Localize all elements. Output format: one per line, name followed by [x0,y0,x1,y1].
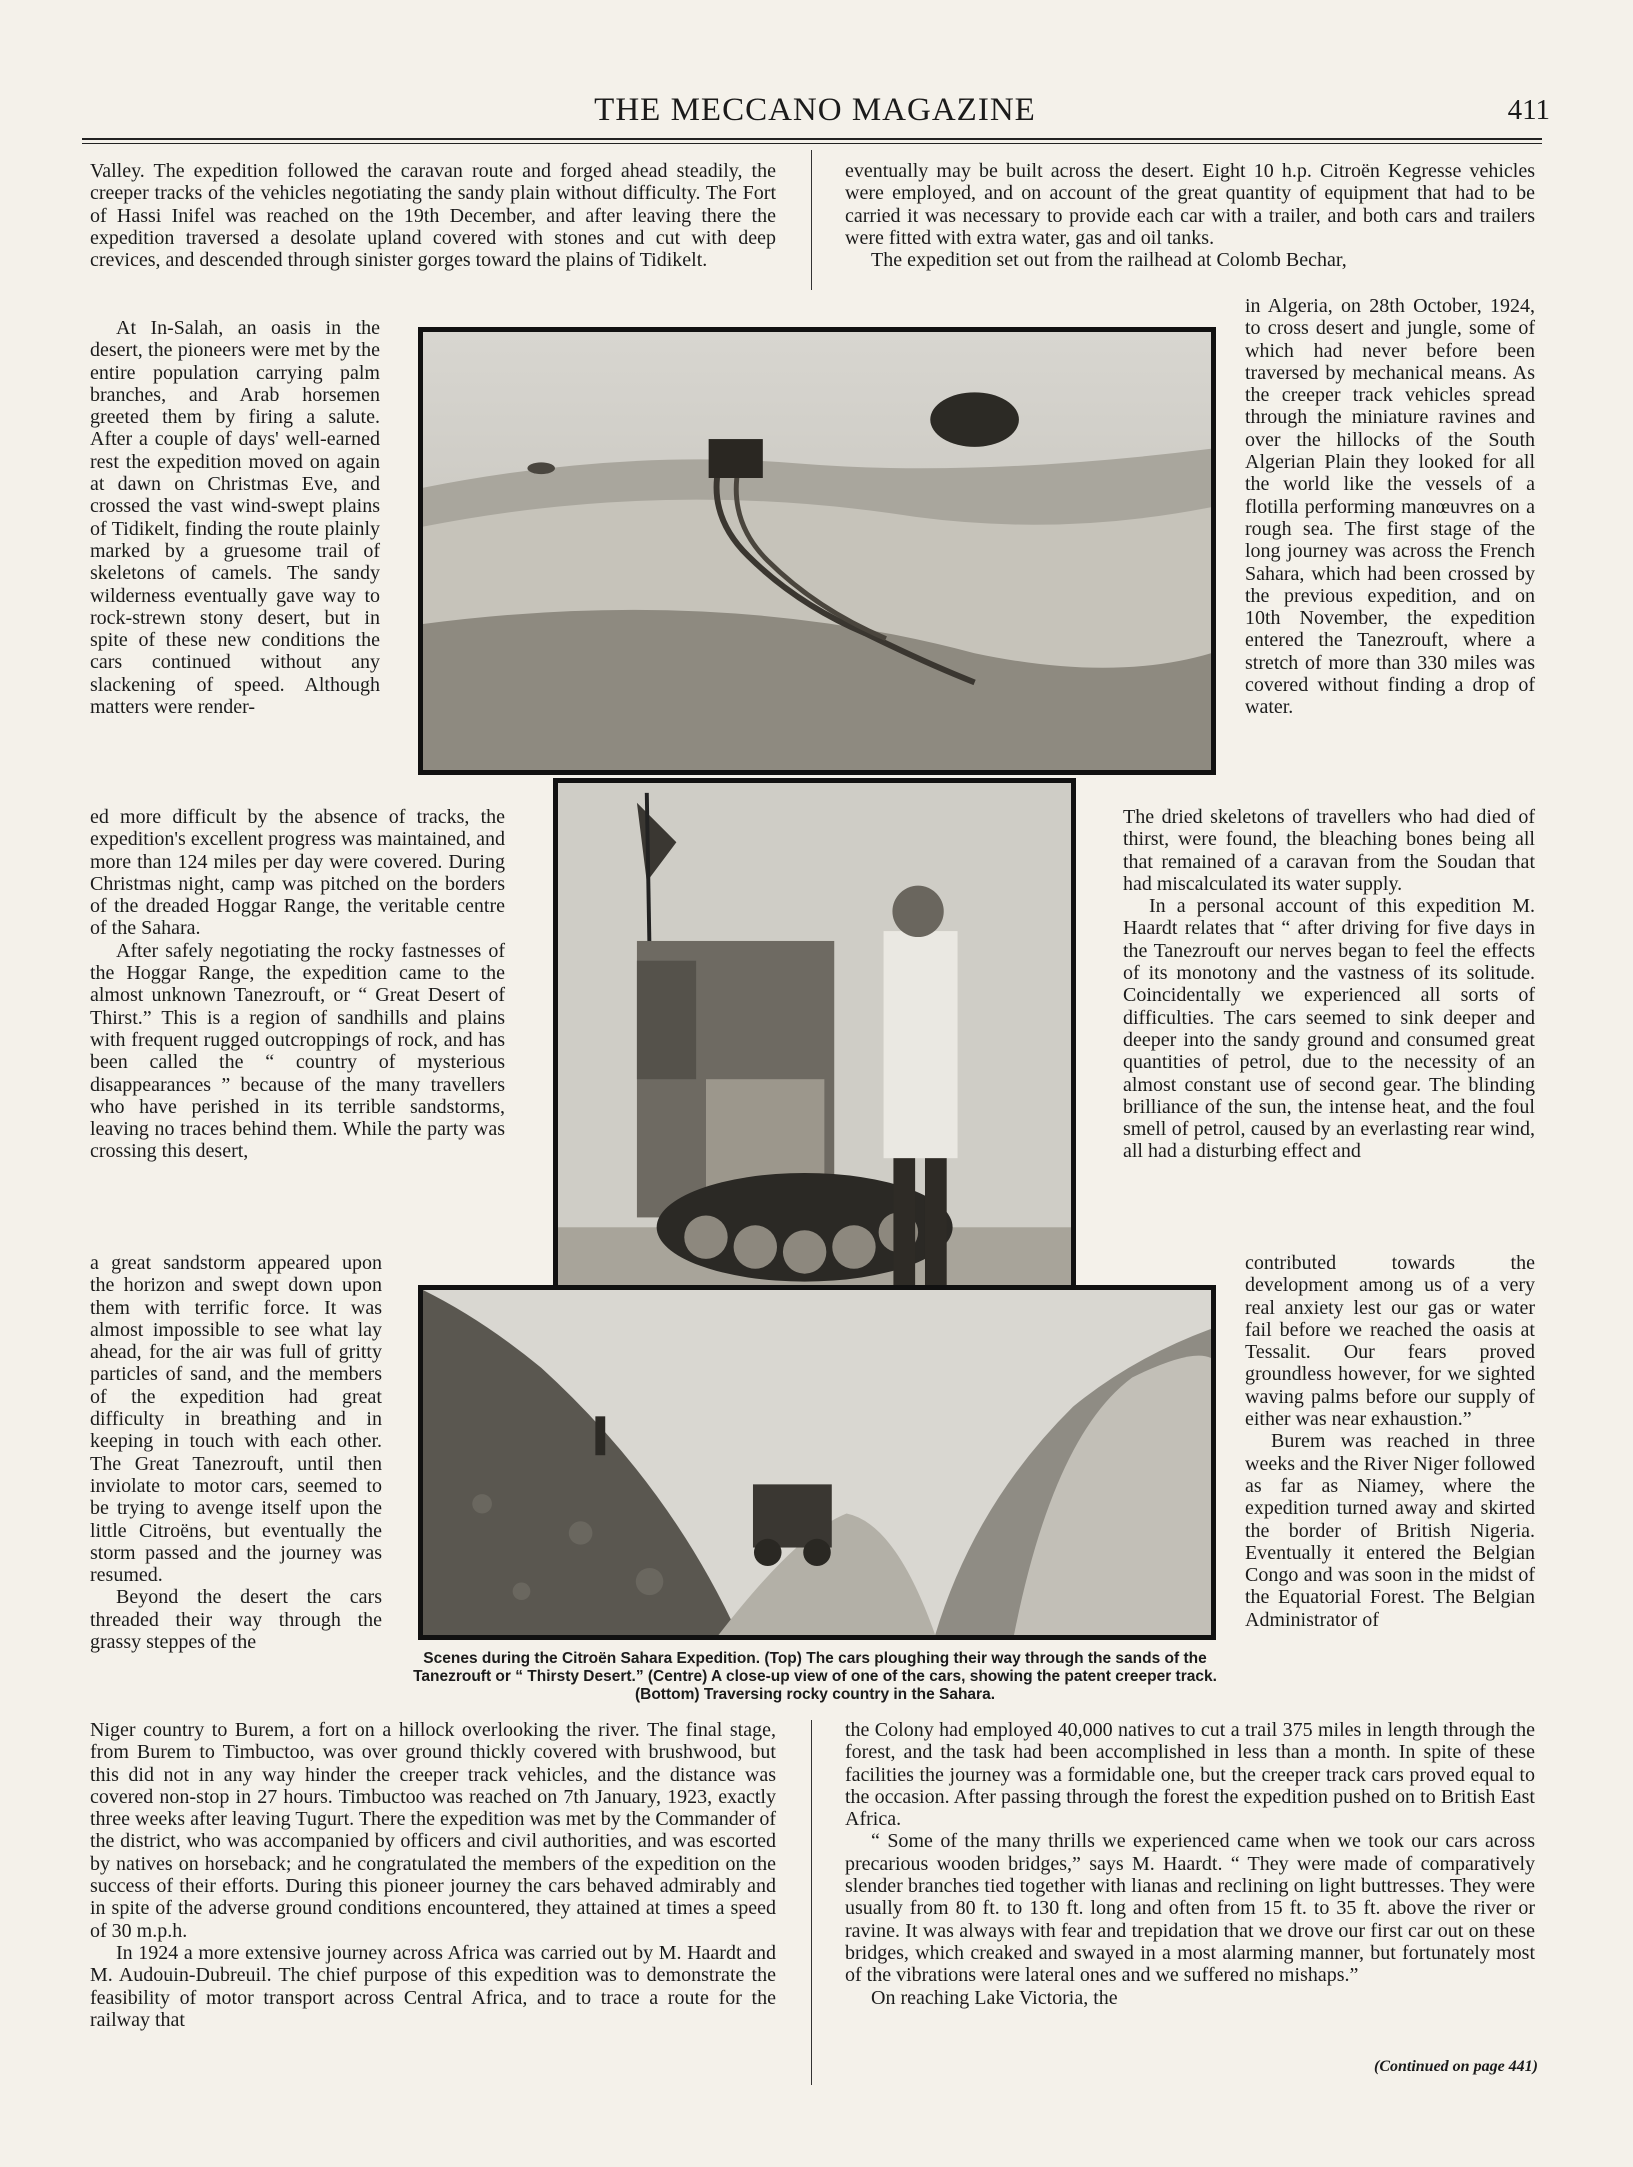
paragraph: eventually may be built across the desert. Eight 10 h.p. Citroën Kegresse vehicles were employed, and on account of the great quantity of equipment that had to be carried it was necessary to provide each car with a trailer, and both cars and trailers were fitted with extra water, gas and oil tanks. [845,160,1535,249]
header-rule-thin [82,143,1542,144]
left-col-block-2 [90,317,380,718]
paragraph: contributed towards the development among us of a very real anxiety lest our gas or water fail before we reached the oasis at Tessalit. Our fears proved groundless however, for we sighted waving palms before our supply of either was near exhaustion.” [1245,1252,1535,1431]
paragraph: The dried skeletons of travellers who had died of thirst, were found, the bleaching bones being all that remained of a caravan from the Soudan that had miscalculated its water supply. [1123,806,1535,895]
magazine-title: THE MECCANO MAGAZINE [594,92,1036,128]
left-col-block-5 [90,1719,776,2031]
column-divider-bottom [811,1720,812,2085]
right-col-block-2 [1245,295,1535,719]
left-col-block-4 [90,1252,382,1653]
paragraph: At In-Salah, an oasis in the desert, the pioneers were met by the entire population carrying palm branches, and Arab horsemen greeted them by firing a salute. After a couple of days' well-earned rest the expedition moved on again at dawn on Christmas Eve, and crossed the vast wind-swept plains of Tidikelt, finding the route plainly marked by a gruesome trail of skeletons of camels. The sandy wilderness eventually gave way to rock-strewn stony desert, but in spite of these new conditions the cars continued without any slackening of speed. Although matters were render- [90,317,380,719]
header-rule [82,138,1542,140]
right-col-block-3 [1123,806,1535,1163]
photo-caption: Scenes during the Citroën Sahara Expedition. (Top) The cars ploughing their way through the sands of the Tanezrouft or “ Thirsty Desert.” (Centre) A close-up view of one of the cars, showing the patent creeper track. (Bottom) Traversing rocky country in the Sahara. [413,1650,1217,1703]
left-col-block-1 [90,160,776,271]
paragraph: The expedition set out from the railhead at Colomb Bechar, [871,249,1347,272]
running-head [80,92,1550,142]
paragraph: ed more difficult by the absence of tracks, the expedition's excellent progress was maintained, and more than 124 miles per day were covered. During Christmas night, camp was pitched on the borders of the dreaded Hoggar Range, the veritable centre of the Sahara. [90,806,505,940]
page-number: 411 [1507,94,1550,126]
column-divider-top [811,150,812,290]
paragraph: Burem was reached in three weeks and the River Niger followed as far as Niamey, where the expedition turned away and skirted the border of British Nigeria. Eventually it entered the Belgian Congo and was soon in the midst of the Equatorial Forest. The Belgian Administrator of [1245,1430,1535,1631]
paragraph: In a personal account of this expedition M. Haardt relates that “ after driving for five days in the Tanezrouft our nerves began to feel the effects of its monotony and the vastness of its solitude. Coincidentally we experienced all sorts of difficulties. The cars seemed to sink deeper and deeper into the sandy ground and consumed great quantities of petrol, due to the necessity of an almost constant use of second gear. The blinding brilliance of the sun, the intense heat, and the foul smell of petrol, caused by an everlasting rear wind, all had a disturbing effect and [1123,895,1535,1163]
paragraph: the Colony had employed 40,000 natives to cut a trail 375 miles in length through the forest, and the task had been accomplished in less than a month. In spite of these facilities the journey was a formidable one, but the creeper track cars proved equal to the occasion. After passing through the forest the expedition pushed on to British East Africa. [845,1719,1535,1831]
photo-desert-dunes [418,327,1216,775]
paragraph: a great sandstorm appeared upon the horizon and swept down upon them with terrific force. It was almost impossible to see what lay ahead, for the air was full of gritty particles of sand, and the members of the expedition had great difficulty in breathing and in keeping in touch with each other. The Great Tanezrouft, until then inviolate to motor cars, seemed to be trying to avenge itself upon the little Citroëns, but eventually the storm passed and the journey was resumed. [90,1252,382,1587]
right-col-block-1 [845,160,1535,271]
paragraph: In 1924 a more extensive journey across Africa was carried out by M. Haardt and M. Audouin-Dubreuil. The chief purpose of this expedition was to demonstrate the feasibility of motor transport across Central Africa, and to trace a route for the railway that [90,1941,776,2031]
right-col-block-5 [845,1719,1535,2009]
photo-rocky-country [418,1285,1216,1640]
left-col-block-3 [90,806,505,1163]
paragraph: Valley. The expedition followed the caravan route and forged ahead steadily, the creeper tracks of the vehicles negotiating the sandy plain without difficulty. The Fort of Hassi Inifel was reached on the 19th December, and after leaving there the expedition traversed a desolate upland covered with stones and cut with deep crevices, and descended through sinister gorges toward the plains of Tidikelt. [90,160,776,272]
right-col-block-4 [1245,1252,1535,1631]
paragraph: On reaching Lake Victoria, the [871,1986,1118,2009]
paragraph: Beyond the desert the cars threaded their way through the grassy steppes of the [90,1586,382,1654]
paragraph: in Algeria, on 28th October, 1924, to cross desert and jungle, some of which had never before been traversed by mechanical means. As the creeper track vehicles spread through the miniature ravines and over the hillocks of the South Algerian Plain they looked for all the world like the vessels of a flotilla performing manœuvres on a rough sea. The first stage of the long journey was across the French Sahara, which had been crossed by the previous expedition, and on 10th November, the expedition entered the Tanezrouft, where a stretch of more than 330 miles was covered without finding a drop of water. [1245,295,1535,719]
paragraph: Niger country to Burem, a fort on a hillock overlooking the river. The final stage, from Burem to Timbuctoo, was over ground thickly covered with brushwood, but this did not in any way hinder the creeper track vehicles, and the distance was covered non-stop in 27 hours. Timbuctoo was reached on 7th January, 1923, exactly three weeks after leaving Tugurt. There the expedition was met by the Commander of the district, who was accompanied by officers and civil authorities, and was escorted by natives on horseback; and he congratulated the members of the expedition on the success of their efforts. During this pioneer journey the cars behaved admirably and in spite of the adverse ground conditions encountered, they attained at times a speed of 30 m.p.h. [90,1719,776,1942]
paragraph: After safely negotiating the rocky fastnesses of the Hoggar Range, the expedition came to the almost unknown Tanezrouft, or “ Great Desert of Thirst.” This is a region of sandhills and plains with frequent rugged outcroppings of rock, and has been called the “ country of mysterious disappearances ” because of the many travellers who have perished in its terrible sandstorms, leaving no traces behind them. While the party was crossing this desert, [90,939,505,1163]
paragraph: “ Some of the many thrills we experienced came when we took our cars across precarious wooden bridges,” says M. Haardt. “ They were made of comparatively slender branches tied together with lianas and reclining on light buttresses. They were usually from 80 ft. to 130 ft. long and often from 15 ft. to 35 ft. above the river or ravine. It was always with fear and trepidation that we drove our first car out on these bridges, which creaked and swayed in a most alarming manner, but fortunately most of the vibrations were lateral ones and we suffered no mishaps.” [845,1830,1535,1987]
continued-notice: (Continued on page 441) [1373,2058,1538,2075]
